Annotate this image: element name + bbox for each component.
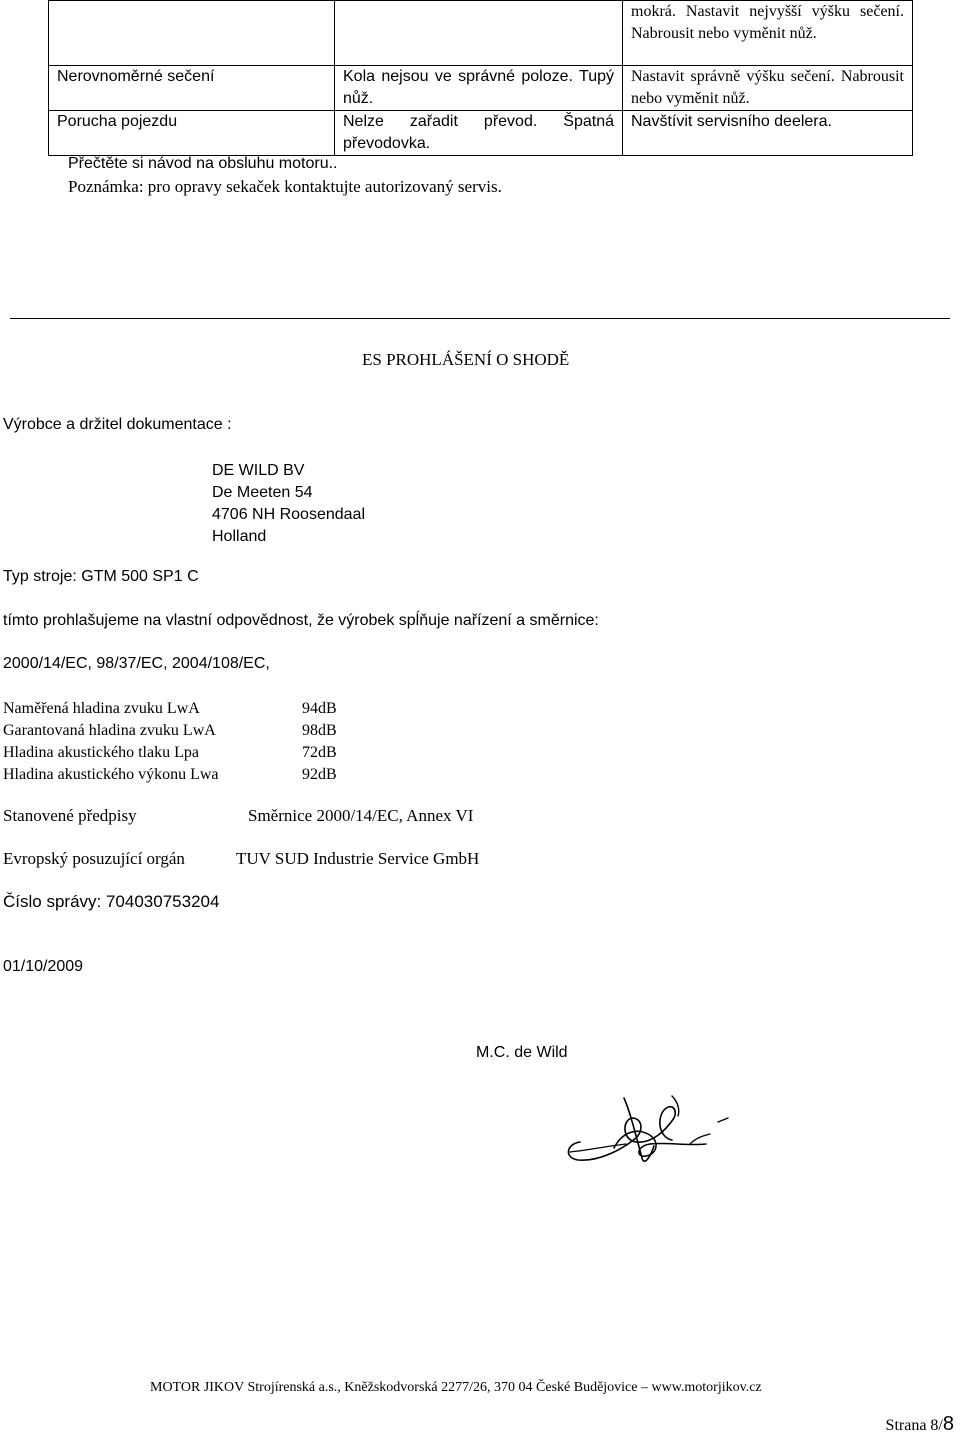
sound-label: Naměřená hladina zvuku LwA — [3, 700, 200, 717]
remedy-cell: Nastavit správně výšku sečení. Nabrousit nebo vyměnit nůž. — [623, 66, 913, 111]
machine-type: Typ stroje: GTM 500 SP1 C — [3, 568, 199, 585]
footer-company: MOTOR JIKOV Strojírenská a.s., Kněžskodvorská 2277/26, 370 04 České Budějovice – www.motorjikov.cz — [150, 1380, 762, 1395]
table-row — [49, 111, 913, 156]
problem-cell: Nerovnoměrné sečení — [49, 66, 335, 111]
address-line: DE WILD BV — [212, 462, 305, 479]
cause-cell — [335, 1, 623, 66]
address-line: De Meeten 54 — [212, 484, 313, 501]
signature-image — [560, 1088, 740, 1184]
sound-row — [3, 764, 219, 786]
directives-list: 2000/14/EC, 98/37/EC, 2004/108/EC, — [3, 655, 270, 672]
cause-cell: Nelze zařadit převod. Špatná převodovka. — [335, 111, 623, 156]
declaration-date: 01/10/2009 — [3, 958, 84, 975]
problem-cell — [49, 1, 335, 66]
page-label: Strana 8/ — [885, 1417, 943, 1434]
signatory-name: M.C. de Wild — [476, 1044, 568, 1061]
manufacturer-label: Výrobce a držitel dokumentace : — [3, 416, 232, 433]
page-number-value: 8 — [942, 1413, 954, 1435]
sound-value: 98dB — [302, 722, 337, 739]
report-number: Číslo správy: 704030753204 — [3, 892, 220, 911]
sound-label: Hladina akustického výkonu Lwa — [3, 766, 219, 783]
regulations-value: Směrnice 2000/14/EC, Annex VI — [248, 806, 474, 825]
sound-row — [3, 698, 219, 720]
declaration-title: ES PROHLÁŠENÍ O SHODĚ — [362, 350, 570, 369]
troubleshooting-table — [48, 0, 913, 156]
sound-row — [3, 720, 219, 742]
address-line: 4706 NH Roosendaal — [212, 506, 365, 523]
service-note: Poznámka: pro opravy sekaček kontaktujte autorizovaný servis. — [68, 177, 502, 196]
manufacturer-address — [212, 460, 365, 548]
sound-value: 94dB — [302, 700, 337, 717]
cause-cell: Kola nejsou ve správné poloze. Tupý nůž. — [335, 66, 623, 111]
sound-label: Hladina akustického tlaku Lpa — [3, 744, 199, 761]
sound-value: 92dB — [302, 766, 337, 783]
conformity-statement: tímto prohlašujeme na vlastní odpovědnost, že výrobek spĺňuje nařízení a směrnice: — [3, 612, 599, 629]
sound-row — [3, 742, 219, 764]
sound-label: Garantovaná hladina zvuku LwA — [3, 722, 216, 739]
sound-values — [302, 698, 337, 786]
motor-manual-note: Přečtěte si návod na obsluhu motoru.. — [68, 155, 338, 172]
notified-body-value: TUV SUD Industrie Service GmbH — [236, 849, 480, 868]
table-row — [49, 66, 913, 111]
section-divider — [10, 318, 950, 319]
remedy-cell: Navštívit servisního deelera. — [623, 111, 913, 156]
table-row — [49, 1, 913, 66]
sound-value: 72dB — [302, 744, 337, 761]
problem-cell: Porucha pojezdu — [49, 111, 335, 156]
remedy-cell: mokrá. Nastavit nejvyšší výšku sečení. Nabrousit nebo vyměnit nůž. — [623, 1, 913, 66]
sound-levels — [3, 698, 219, 786]
address-line: Holland — [212, 528, 267, 545]
notified-body-label: Evropský posuzující orgán — [3, 849, 185, 868]
regulations-label: Stanovené předpisy — [3, 806, 137, 825]
